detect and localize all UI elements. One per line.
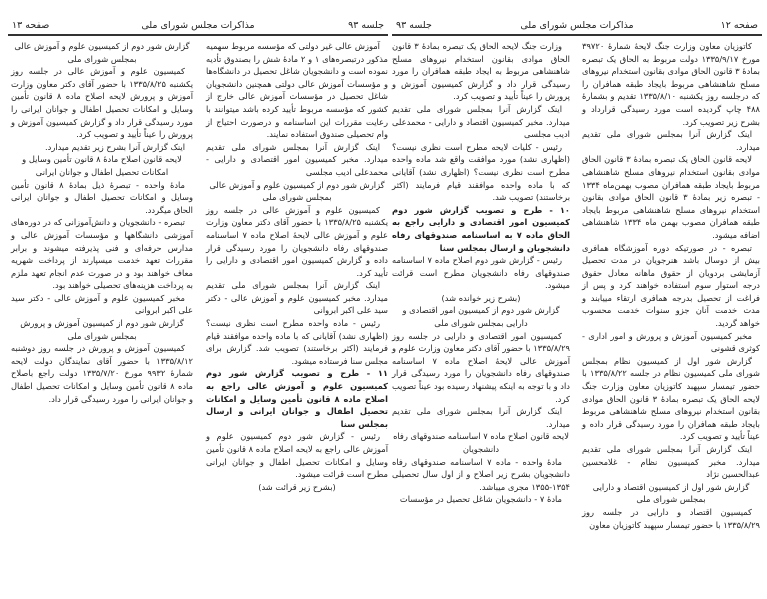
section-heading: ۱۰ - طرح و تصویب گزارش شور دوم کمیسیون امور اقتصادی و دارایی راجع به الحاق ماده ۷ به اساسنامه صندوقهای رفاه دانشجویان و ارسال بمجلس سنا [392,204,570,253]
session-number: جلسه ۹۳ [396,20,432,31]
page-header [392,20,762,36]
paragraph: مادهٔ ۷ - دانشجویان شاغل تحصیل در مؤسسات [399,494,562,505]
text-column [11,40,193,405]
paragraph: رئیس - گزارش شور دوم کمیسیون علوم و آموزش عالی راجع به لایحه اصلاح ماده ۸ قانون تأمین وسایل و امکانات تحصیل اطفال و جوانان ایرانی مطرح است قرائت میشود. [206,431,388,480]
paragraph: کمیسیون علوم و آموزش عالی در جلسه روز یکشنبه ۱۳۳۵/۸/۲۵ با حضور آقای دکتر معاون وزارت علوم و آموزش عالی لایحهٔ اصلاح ماده ۷ اساسنامه صندوقهای رفاه دانشجویان را مورد رسیدگی قرار داده و گزارش کمیسیون امور اقتصادی و دارایی را تأیید کرد. [206,204,388,278]
text-column [206,40,388,493]
session-number: جلسه ۹۳ [348,20,384,31]
paragraph: گزارش شور دوم از کمیسیون علوم و آموزش عالی بمجلس شورای ملی [209,179,385,203]
paragraph: اینک گزارش آنرا بمجلس شورای ملی تقدیم میدارد. [582,129,760,152]
paragraph: گزارش شور دوم از کمیسیون آموزش و پرورش بمجلس شورای ملی [20,318,184,341]
paragraph: مادهٔ واحده - تبصرهٔ ذیل بمادهٔ ۸ قانون تأمین وسایل و امکانات تحصیل اطفال و جوانان ایرانی الحاق میگردد. [11,179,193,215]
paragraph: وزارت جنگ لایحه الحاق یک تبصره بمادهٔ ۳ قانون الحاق موادی بقانون استخدام نیروهای مسلح شاهنشاهی مربوط به ایجاد طبقه همافران را مورد رسیدگی قرار داد و گزارش کمیسیون آموزش و پرورش را عیناً تأیید و تصویب کرد. [392,41,570,102]
paragraph: کمیسیون آموزش و پرورش در جلسه روز دوشنبه ۱۳۳۵/۸/۱۲ با حضور آقای نمایندگان دولت لایحه شمارهٔ ۹۹۳۲ مورخ ۱۳۳۵/۷/۲۰ دولت راجع باصلاح ماده ۸ قانون تأمین وسایل و امکانات تحصیل اطفال و جوانان ایرانی را مورد رسیدگی قرار داد. [11,343,193,404]
paragraph: رئیس - ماده واحده مطرح است نظری نیست؟ (اظهاری نشد) آقایانی که با ماده واحده موافقند قیام فرمایند (اکثر برخاستند) تصویب شد. گزارش برای مجلس سنا فرستاده میشود. [206,318,388,366]
page-header [8,20,388,36]
paragraph: اینک گزارش آنرا بمجلس شورای ملی تقدیم میدارد. [392,406,570,429]
left-page [8,20,388,492]
paragraph: لایحه قانون اصلاح ماده ۷ اساسنامه صندوقهای رفاه دانشجویان [393,431,569,454]
paragraph: آموزش عالی غیر دولتی که مؤسسه مربوط سهمیه مذکور درتبصره‌های ۱ و ۲ مادهٔ شش را بصندوق تأدیه نموده است و دانشجویان شاغل تحصیل در دانشگاه‌ها و مؤسسات آموزش عالی دولتی همچنین دانشجویان شاغل تحصیل در مؤسسات آموزش عالی خارج از کشور که مؤسسه مربوط تأیید کرده باشد میتوانند با رعایت مقررات این اساسنامه و درصورت احتیاج از وام تحصیلی صندوق استفاده نمایند. [206,41,388,140]
paragraph: اینک گزارش آنرا بشرح زیر تقدیم میدارد. [44,141,185,152]
publication-title: مذاکرات مجلس شورای ملی [141,20,255,31]
paragraph: گزارش شور اول از کمیسیون اقتصاد و دارایی بمجلس شورای ملی [592,481,750,505]
paragraph: لایحه قانون اصلاح مادهٔ ۸ قانون تأمین وسایل و امکانات تحصیل اطفال و جوانان ایرانی [22,154,182,177]
paragraph: گزارش شور اول از کمیسیون نظام بمجلس شورای ملی کمیسیون نظام در جلسه ۱۳۳۵/۸/۲۲ با حضور تیمسار سپهبد کاتوزیان معاون وزارت جنگ لایحه الحاق یک تبصره بمادهٔ ۳ قانون الحاق موادی بقانون استخدام نیروهای مسلح شاهنشاهی مربوط بایجاد طبقه همافران را مورد رسیدگی قرار داده و عیناً تأیید و تصویب کرد. [582,355,760,442]
paragraph: کمیسیون اقتصاد و دارایی در جلسه روز ۱۳۳۵/۸/۲۹ با حضور تیمسار سپهبد کاتوزیان معاون [582,506,760,530]
text-column [392,40,570,506]
paragraph: تبصره - در صورتیکه دوره آموزشگاه همافری بیش از دوسال باشد هنرجویان در مدت تحصیل آزمایشی بردویان از حقوق ماهانه معادل حقوق درجه استوار سوم استفاده خواهند کرد و پس از فراغت از تحصیل بدرجه همافری ارتقاء مییابند و مدت خدمت آنان جزو سنوات خدمت محسوب خواهد گردید. [582,242,760,329]
paragraph: اینک گزارش آنرا بمجلس شورای ملی تقدیم میدارد. مخبر کمیسیون نظام - غلامحسین عبدالحسین نژاد [582,444,760,480]
paragraph: گزارش شور دوم از کمیسیون امور اقتصادی و دارایی بمجلس شورای ملی [402,305,560,329]
publication-title: مذاکرات مجلس شورای ملی [520,20,634,31]
right-page [392,20,762,530]
paragraph: اینک گزارش آنرا بمجلس شورای ملی تقدیم میدارد. مخبر کمیسیون اقتصاد و دارایی - محمدعلی ادیب مجلسی [392,103,570,140]
paragraph: گزارش شور دوم از کمیسیون علوم و آموزش عالی بمجلس شورای ملی [14,41,190,64]
paragraph: کمیسیون امور اقتصادی و دارایی در جلسه روز ۱۳۳۵/۸/۲۹ با حضور آقای دکتر معاون وزارت علوم و آموزش عالی لایحهٔ اصلاح ماده ۷ اساسنامه صندوقهای رفاه دانشجویان را مورد رسیدگی قرار داد و با توجه به اینکه پیشنهاد رسیده بود عیناً تصویب کرد. [392,330,570,404]
paragraph: کمیسیون علوم و آموزش عالی در جلسه روز یکشنبه ۱۳۳۵/۸/۲۵ با حضور آقای دکتر معاون وزارت آموزش و پرورش لایحه اصلاح ماده ۸ قانون تأمین وسایل و امکانات تحصیل اطفال و جوانان ایرانی را مورد رسیدگی قرار داد و گزارش کمیسیون آموزش و پرورش را عیناً تأیید و تصویب کرد. [11,66,194,140]
section-heading: ۱۱ - طرح و تصویب گزارش شور دوم کمیسیون علوم و آموزش عالی راجع به اصلاح ماده ۸ قانون تأمین وسایل و امکانات تحصیل اطفال و جوانان ایرانی و ارسال بمجلس سنا [206,368,388,429]
paragraph: کاتوزیان معاون وزارت جنگ لایحهٔ شمارهٔ ۳۹۷۲۰ مورخ ۱۳۳۵/۹/۱۷ دولت مربوط به الحاق یک تبصره بمادهٔ ۳ قانون الحاق موادی بقانون استخدام نیروهای مسلح شاهنشاهی مربوط بایجاد طبقه همافران را که درجلسه روز یکشنبه ۱۳۳۵/۸/۱۰ تقدیم و بشمارهٔ ۴۸۸ چاپ گردیده است مورد رسیدگی قرارداد و بشرح زیر تصویب کرد. [582,41,761,127]
page-number: صفحه ۱۲ [720,20,758,31]
page-number: صفحه ۱۳ [12,20,50,31]
paragraph: رئیس - کلیات لایحه مطرح است نظری نیست؟ (اظهاری نشد) مورد موافقت واقع شد ماده واحده مطرح است نظری نیست؟ (اظهاری نشد) آقایانی که با ماده واحده موافقند قیام فرمایند (اکثر برخاستند) تصویب شد. [392,141,570,203]
paragraph: (بشرح زیر قرائت شد) [258,481,336,492]
paragraph: رئیس - گزارش شور دوم اصلاح ماده ۷ اساسنامه صندوقهای رفاه دانشجویان مطرح است قرائت میشود. [392,255,570,291]
paragraph: مادهٔ واحده - ماده ۷ اساسنامه صندوقهای رفاه دانشجویان بشرح زیر اصلاح و از اول سال تحصیلی ۱۳۵۴-۱۳۵۵ مجری میباشد. [392,456,570,492]
paragraph: لایحه قانون الحاق یک تبصره بمادهٔ ۳ قانون الحاق موادی بقانون استخدام نیروهای مسلح شاهنشاهی مربوط بایجاد طبقه همافران مصوب بهمن‌ماه ۱۳۳۴ - تبصره زیر بمادهٔ ۳ قانون الحاق موادی بقانون استخدام نیروهای مسلح شاهنشاهی مربوط بایجاد طبقه همافران مصوب بهمن ماه ۱۳۳۴ شاهنشاهی اضافه میشود. [582,154,760,240]
paragraph: (بشرح زیر خوانده شد) [441,292,521,303]
paragraph: مخبر کمیسیون آموزش و پرورش و امور اداری - کوثری قشونی [582,330,760,354]
paragraph: اینک گزارش آنرا بمجلس شورای ملی تقدیم میدارد. مخبر کمیسیون علوم و آموزش عالی - دکتر سید علی اکبر ابروانی [206,280,388,316]
paragraph: مخبر کمیسیون علوم و آموزش عالی - دکتر سید علی اکبر ابروانی [11,292,193,316]
paragraph: اینک گزارش آنرا بمجلس شورای ملی تقدیم میدارد. مخبر کمیسیون امور اقتصادی و دارایی - محمدعلی ادیب مجلسی [206,141,388,177]
text-column [582,40,760,531]
paragraph: تبصره - دانشجویان و دانش‌آموزانی که در دوره‌های آموزشی دانشگاهها و مؤسسات آموزش عالی و مدارس حرفه‌ای و فنی پذیرفته میشوند و برابر مقررات تعهد خدمت میسپارند از پرداخت شهریه معاف خواهند بود و در صورت عدم انجام تعهد ملزم به پرداخت هزینه‌های تحصیلی خواهند بود. [11,217,193,291]
